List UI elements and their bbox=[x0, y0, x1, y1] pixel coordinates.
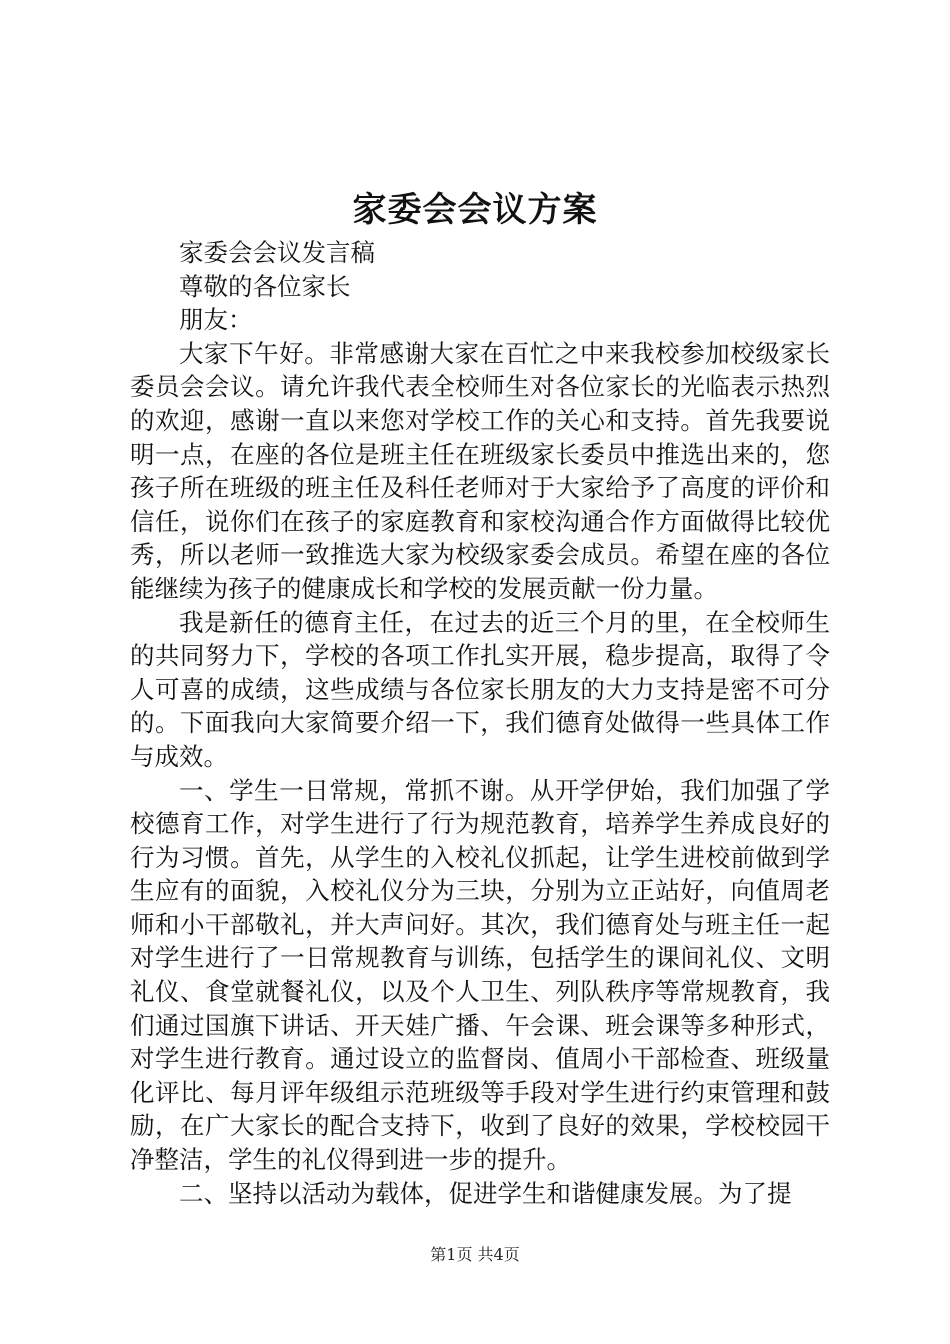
paragraph-activities: 二、坚持以活动为载体，促进学生和谐健康发展。为了提 bbox=[179, 1178, 792, 1208]
paragraph-welcome: 大家下午好。非常感谢大家在百忙之中来我校参加校级家长委员会会议。请允许我代表全校师生对各位家长的光临表示热烈的欢迎，感谢一直以来您对学校工作的关心和支持。首先我要说明一点，在座的各位是班主任在班级家长委员中推选出来的，您孩子所在班级的班主任及科任老师对于大家给予了高度的评价和信任，说你们在孩子的家庭教育和家校沟通合作方面做得比较优秀，所以老师一致推选大家为校级家委会成员。希望在座的各位能继续为孩子的健康成长和学校的发展贡献一份力量。 bbox=[130, 338, 830, 603]
salutation-line-2: 朋友： bbox=[179, 305, 253, 335]
document-body bbox=[130, 236, 830, 1210]
paragraph-daily-routine: 一、学生一日常规，常抓不谢。从开学伊始，我们加强了学校德育工作，对学生进行了行为规范教育，培养学生养成良好的行为习惯。首先，从学生的入校礼仪抓起，让学生进校前做到学生应有的面貌，入校礼仪分为三块，分别为立正站好，向值周老师和小干部敬礼，并大声问好。其次，我们德育处与班主任一起对学生进行了一日常规教育与训练，包括学生的课间礼仪、文明礼仪、食堂就餐礼仪，以及个人卫生、列队秩序等常规教育，我们通过国旗下讲话、开天娃广播、午会课、班会课等多种形式，对学生进行教育。通过设立的监督岗、值周小干部检查、班级量化评比、每月评年级组示范班级等手段对学生进行约束管理和鼓励，在广大家长的配合支持下，收到了良好的效果，学校校园干净整洁，学生的礼仪得到进一步的提升。 bbox=[130, 775, 830, 1175]
document-title: 家委会会议方案 bbox=[352, 190, 598, 230]
paragraph-introduction: 我是新任的德育主任，在过去的近三个月的里，在全校师生的共同努力下，学校的各项工作扎实开展，稳步提高，取得了令人可喜的成绩，这些成绩与各位家长朋友的大力支持是密不可分的。下面我向大家简要介绍一下，我们德育处做得一些具体工作与成效。 bbox=[130, 607, 830, 771]
speech-heading: 家委会会议发言稿 bbox=[179, 238, 375, 267]
page-number-footer: 第1页 共4页 bbox=[430, 1245, 520, 1264]
salutation-line-1: 尊敬的各位家长 bbox=[179, 271, 351, 301]
